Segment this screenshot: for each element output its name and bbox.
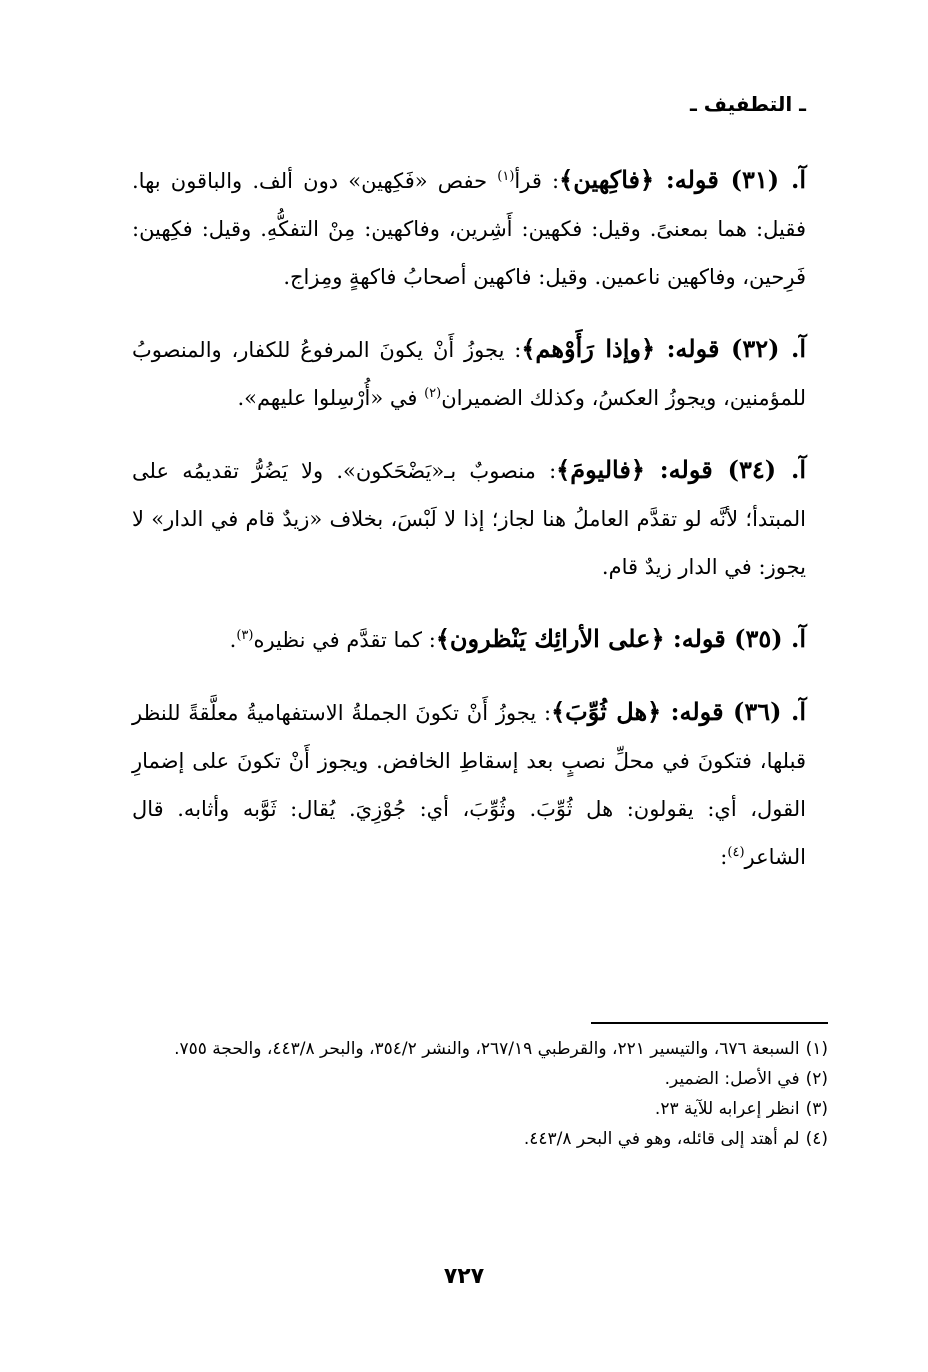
verse-heading: آ. (٣٤) قوله: ﴿فاليومَ﴾ bbox=[556, 455, 807, 484]
paragraph-text: : كما تقدَّم في نظيره bbox=[253, 628, 436, 652]
footnote-ref[interactable]: (٣) bbox=[236, 628, 254, 643]
paragraph-text: : يجوزُ أَنْ تكونَ الجملةُ الاستفهاميةُ معلَّقةً للنظر قبلها، فتكونَ في محلِّ نصبٍ بعد إسقاطِ الخافض. ويجوز أَنْ تكونَ على إضمارِ القول، أي: يقولون: هل ثُوِّبَ. وثُوِّبَ، أي: جُوْزِيَ. يُقال: ثَوَّبه وأثابه. قال الشاعر bbox=[132, 701, 806, 869]
footnote-ref[interactable]: (٤) bbox=[727, 845, 745, 860]
paragraph-text-rest: . bbox=[229, 628, 237, 652]
verse-heading: آ. (٣١) قوله: ﴿فاكِهين﴾ bbox=[559, 165, 807, 194]
footnotes bbox=[132, 1034, 828, 1154]
paragraph-36 bbox=[132, 688, 806, 881]
verse-heading: آ. (٣٢) قوله: ﴿وإذا رَأَوْهم﴾ bbox=[521, 334, 807, 363]
footnote-1 bbox=[132, 1034, 828, 1064]
paragraph-text-rest: في «أُرْسِلوا عليهم». bbox=[237, 386, 425, 410]
page-number: ٧٢٧ bbox=[443, 1264, 485, 1289]
footnote-number: (٤) bbox=[805, 1129, 828, 1149]
footnote-number: (٣) bbox=[805, 1099, 828, 1119]
footnote-2 bbox=[132, 1064, 828, 1094]
footnote-number: (٢) bbox=[805, 1069, 828, 1089]
footnote-ref[interactable]: (١) bbox=[497, 169, 515, 184]
paragraph-35 bbox=[132, 615, 806, 664]
verse-heading: آ. (٣٦) قوله: ﴿هل ثُوِّبَ﴾ bbox=[551, 697, 806, 726]
footnote-ref[interactable]: (٢) bbox=[424, 386, 442, 401]
footnote-number: (١) bbox=[805, 1039, 828, 1059]
running-header: ـ التطفيف ـ bbox=[690, 92, 806, 116]
verse-heading: آ. (٣٥) قوله: ﴿على الأرائِك يَنْظرون﴾ bbox=[435, 624, 806, 653]
paragraph-text: : منصوبٌ بـ«يَضْحَكون». ولا يَضُرُّ تقديمُه على المبتدأ؛ لأنَّه لو تقدَّم العاملُ هنا لجاز؛ إذا لا لَبْسَ، بخلاف «زيدٌ قام في الدار» لا يجوز: في الدار زيدٌ قام. bbox=[132, 459, 806, 579]
main-text bbox=[132, 156, 806, 905]
paragraph-31 bbox=[132, 156, 806, 301]
footnote-4 bbox=[132, 1124, 828, 1154]
paragraph-32 bbox=[132, 325, 806, 422]
paragraph-text-rest: حفص «فَكِهين» دون ألف. والباقون بها. فقيل: هما بمعنىً. وقيل: فكهين: أَشِرين، وفاكهين: مِنْ التفكُّهِ. وقيل: فكِهين: فَرِحين، وفاكهين ناعمين. وقيل: فاكهين أصحابُ فاكهةٍ ومِزاج. bbox=[132, 169, 806, 289]
footnote-divider bbox=[591, 1022, 828, 1024]
footnote-3 bbox=[132, 1094, 828, 1124]
paragraph-34 bbox=[132, 446, 806, 591]
paragraph-text-rest: : bbox=[720, 845, 728, 869]
paragraph-text: : قرأ bbox=[514, 169, 560, 193]
footnote-text: في الأصل: الضمير. bbox=[664, 1069, 800, 1089]
footnote-text: انظر إعرابه للآية ٢٣. bbox=[654, 1099, 800, 1119]
footnote-text: لم أهتد إلى قائله، وهو في البحر ٤٤٣/٨. bbox=[523, 1129, 800, 1149]
footnote-text: السبعة ٦٧٦، والتيسير ٢٢١، والقرطبي ٢٦٧/١٩، والنشر ٣٥٤/٢، والبحر ٤٤٣/٨، والحجة ٧٥٥. bbox=[174, 1039, 800, 1059]
paragraph-text: : يجوزُ أَنْ يكونَ المرفوعُ للكفار، والمنصوبُ للمؤمنين، ويجوزُ العكسُ، وكذلك الضميران bbox=[132, 338, 806, 410]
